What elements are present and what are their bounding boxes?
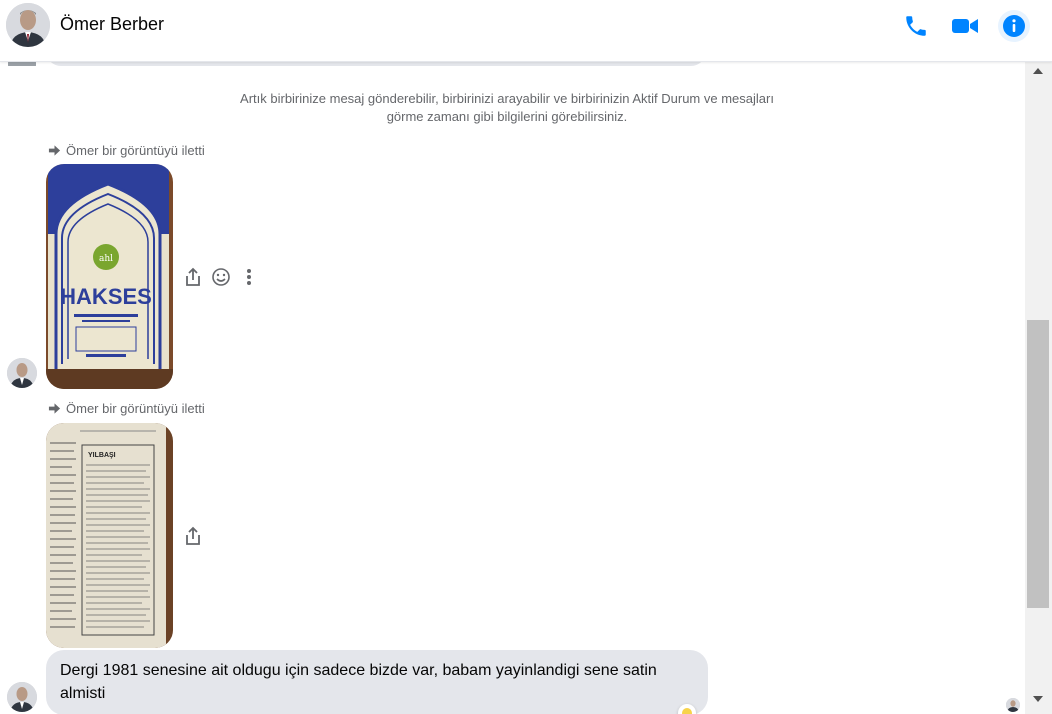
previous-message-bubble[interactable] <box>46 62 706 66</box>
contact-avatar[interactable] <box>6 3 50 47</box>
contact-name[interactable]: Ömer Berber <box>60 14 165 34</box>
forwarded-label-text: Ömer bir görüntüyü iletti <box>66 401 205 416</box>
info-icon[interactable] <box>998 10 1030 42</box>
seen-indicator-avatar <box>1006 698 1020 712</box>
message-actions <box>183 526 203 546</box>
cover-title: HAKSES <box>60 284 152 309</box>
message-actions <box>183 267 259 287</box>
sender-avatar[interactable] <box>7 358 37 388</box>
scroll-down-arrow-icon[interactable] <box>1033 696 1043 702</box>
conversation-header <box>0 0 1052 62</box>
phone-icon[interactable] <box>900 10 932 42</box>
previous-sender-avatar <box>8 62 36 66</box>
share-icon[interactable] <box>183 526 203 546</box>
svg-text:ahl: ahl <box>98 254 114 264</box>
forwarded-image-magazine-page[interactable] <box>46 423 173 648</box>
forwarded-image-magazine-cover[interactable] <box>46 164 173 389</box>
video-camera-icon[interactable] <box>949 10 981 42</box>
message-thread[interactable] <box>0 62 1025 714</box>
forwarded-label <box>48 143 205 158</box>
forwarded-label-text: Ömer bir görüntüyü iletti <box>66 143 205 158</box>
more-icon[interactable] <box>239 267 259 287</box>
share-icon[interactable] <box>183 267 203 287</box>
page-heading: YILBAŞI <box>88 452 116 459</box>
conversation-notice: Artık birbirinize mesaj gönderebilir, birbirinizi arayabilir ve birbirinizin Aktif Durum ve mesajları görme zamanı gibi bilgilerini görebilirsiniz. <box>240 91 774 124</box>
scrollbar[interactable] <box>1025 62 1052 714</box>
forward-arrow-icon <box>48 144 61 157</box>
forward-arrow-icon <box>48 402 61 415</box>
scrollbar-thumb[interactable] <box>1027 320 1049 608</box>
forwarded-label <box>48 401 205 416</box>
message-bubble[interactable]: Dergi 1981 senesine ait oldugu için sadece bizde var, babam yayinlandigi sene satin almisti <box>46 650 708 714</box>
sender-avatar[interactable] <box>7 682 37 712</box>
scroll-up-arrow-icon[interactable] <box>1033 68 1043 74</box>
emoji-icon[interactable] <box>211 267 231 287</box>
